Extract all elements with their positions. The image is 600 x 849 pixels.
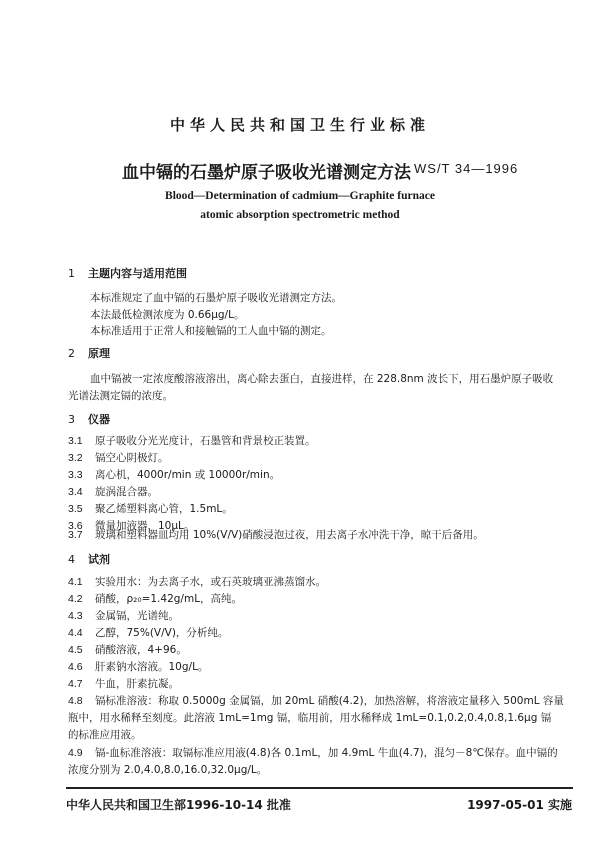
item-number: 4.5 xyxy=(68,644,83,656)
section-3-heading xyxy=(68,411,110,427)
item-number: 4.3 xyxy=(68,610,83,622)
section-number: 4 xyxy=(68,553,75,566)
standard-code: WS/T 34—1996 xyxy=(414,161,519,176)
document-title: 血中镉的石墨炉原子吸收光谱测定方法 xyxy=(122,163,411,183)
item-text: 实验用水：为去离子水，或石英玻璃亚沸蒸馏水。 xyxy=(95,576,326,588)
english-title-line-2: atomic absorption spectrometric method xyxy=(200,209,400,221)
approval-date: 中华人民共和国卫生部1996-10-14 批准 xyxy=(66,798,291,812)
section-number: 3 xyxy=(68,413,75,426)
item-number: 3.1 xyxy=(68,435,83,447)
list-item xyxy=(68,659,208,674)
list-item xyxy=(68,433,316,448)
item-text: 聚乙烯塑料离心管，1.5mL。 xyxy=(95,503,233,515)
item-text: 镉空心阴极灯。 xyxy=(95,452,169,464)
item-text: 硝酸溶液，4+96。 xyxy=(95,644,187,656)
item-number: 3.4 xyxy=(68,486,83,498)
item-number: 4.1 xyxy=(68,576,83,588)
item-continuation: 浓度分别为 2.0,4.0,8.0,16.0,32.0μg/L。 xyxy=(68,764,268,776)
section-2-heading xyxy=(68,345,110,361)
item-number: 4.6 xyxy=(68,661,83,673)
item-number: 4.9 xyxy=(68,747,83,759)
paragraph: 本标准适用于正常人和接触镉的工人血中镉的测定。 xyxy=(90,325,332,337)
list-item xyxy=(68,693,564,708)
item-text: 乙醇，75%(V/V)，分析纯。 xyxy=(95,627,229,639)
list-item xyxy=(68,642,187,657)
item-number: 4.2 xyxy=(68,593,83,605)
section-number: 2 xyxy=(68,347,75,360)
item-number: 4.8 xyxy=(68,695,83,707)
item-number: 4.4 xyxy=(68,627,83,639)
footer-divider xyxy=(66,787,573,789)
item-text: 镉标准溶液：称取 0.5000g 金属镉，加 20mL 硝酸(4.2)，加热溶解，将溶液定量移入 500mL 容量 xyxy=(95,695,564,707)
list-item xyxy=(68,625,228,640)
section-title: 仪器 xyxy=(88,413,110,426)
item-text: 玻璃和塑料器皿均用 10%(V/V)硝酸浸泡过夜，用去离子水冲洗干净，晾干后备用。 xyxy=(95,529,484,541)
item-text: 硝酸，ρ₂₀=1.42g/mL，高纯。 xyxy=(95,593,243,605)
paragraph: 光谱法测定镉的浓度。 xyxy=(68,390,173,402)
list-item xyxy=(68,467,280,482)
item-number: 3.7 xyxy=(68,529,83,541)
section-title: 主题内容与适用范围 xyxy=(88,267,187,280)
item-text: 金属镉，光谱纯。 xyxy=(95,610,179,622)
issuing-organization: 中华人民共和国卫生行业标准 xyxy=(169,116,430,134)
paragraph: 血中镉被一定浓度酸溶液溶出，离心除去蛋白，直接进样，在 228.8nm 波长下，用石墨炉原子吸收 xyxy=(90,373,554,385)
item-text: 微量加液器，10μL。 xyxy=(95,520,195,532)
item-number: 3.3 xyxy=(68,469,83,481)
item-number: 3.2 xyxy=(68,452,83,464)
list-item xyxy=(68,501,233,516)
list-item xyxy=(68,484,158,499)
list-item xyxy=(68,745,558,760)
item-number: 3.5 xyxy=(68,503,83,515)
item-text: 镉-血标准溶液：取镉标准应用液(4.8)各 0.1mL，加 4.9mL 牛血(4.7)，混匀－8℃保存。血中镉的 xyxy=(95,747,558,759)
item-number: 3.6 xyxy=(68,520,83,532)
section-title: 试剂 xyxy=(88,553,110,566)
item-text: 原子吸收分光光度计，石墨管和背景校正装置。 xyxy=(95,435,316,447)
list-item xyxy=(68,574,326,589)
implementation-date: 1997-05-01 实施 xyxy=(467,798,572,812)
list-item xyxy=(68,527,484,542)
section-number: 1 xyxy=(68,267,75,280)
list-item xyxy=(68,608,179,623)
paragraph: 本法最低检测浓度为 0.66μg/L。 xyxy=(90,309,245,321)
list-item xyxy=(68,591,242,606)
section-title: 原理 xyxy=(88,347,110,360)
item-text: 旋涡混合器。 xyxy=(95,486,158,498)
item-text: 肝素钠水溶液。10g/L。 xyxy=(95,661,209,673)
item-continuation: 瓶中，用水稀释至刻度。此溶液 1mL=1mg 镉，临用前，用水稀释成 1mL=0.1,0.2,0.4,0.8,1.6μg 镉 xyxy=(68,712,552,724)
list-item xyxy=(68,450,169,465)
paragraph: 本标准规定了血中镉的石墨炉原子吸收光谱测定方法。 xyxy=(90,292,342,304)
section-4-heading xyxy=(68,551,110,567)
section-1-heading xyxy=(68,265,187,281)
english-title-line-1: Blood—Determination of cadmium—Graphite furnace xyxy=(165,190,435,202)
item-continuation: 的标准应用液。 xyxy=(68,729,142,741)
item-text: 牛血，肝素抗凝。 xyxy=(95,678,179,690)
list-item xyxy=(68,676,179,691)
item-text: 离心机，4000r/min 或 10000r/min。 xyxy=(95,469,281,481)
item-number: 4.7 xyxy=(68,678,83,690)
